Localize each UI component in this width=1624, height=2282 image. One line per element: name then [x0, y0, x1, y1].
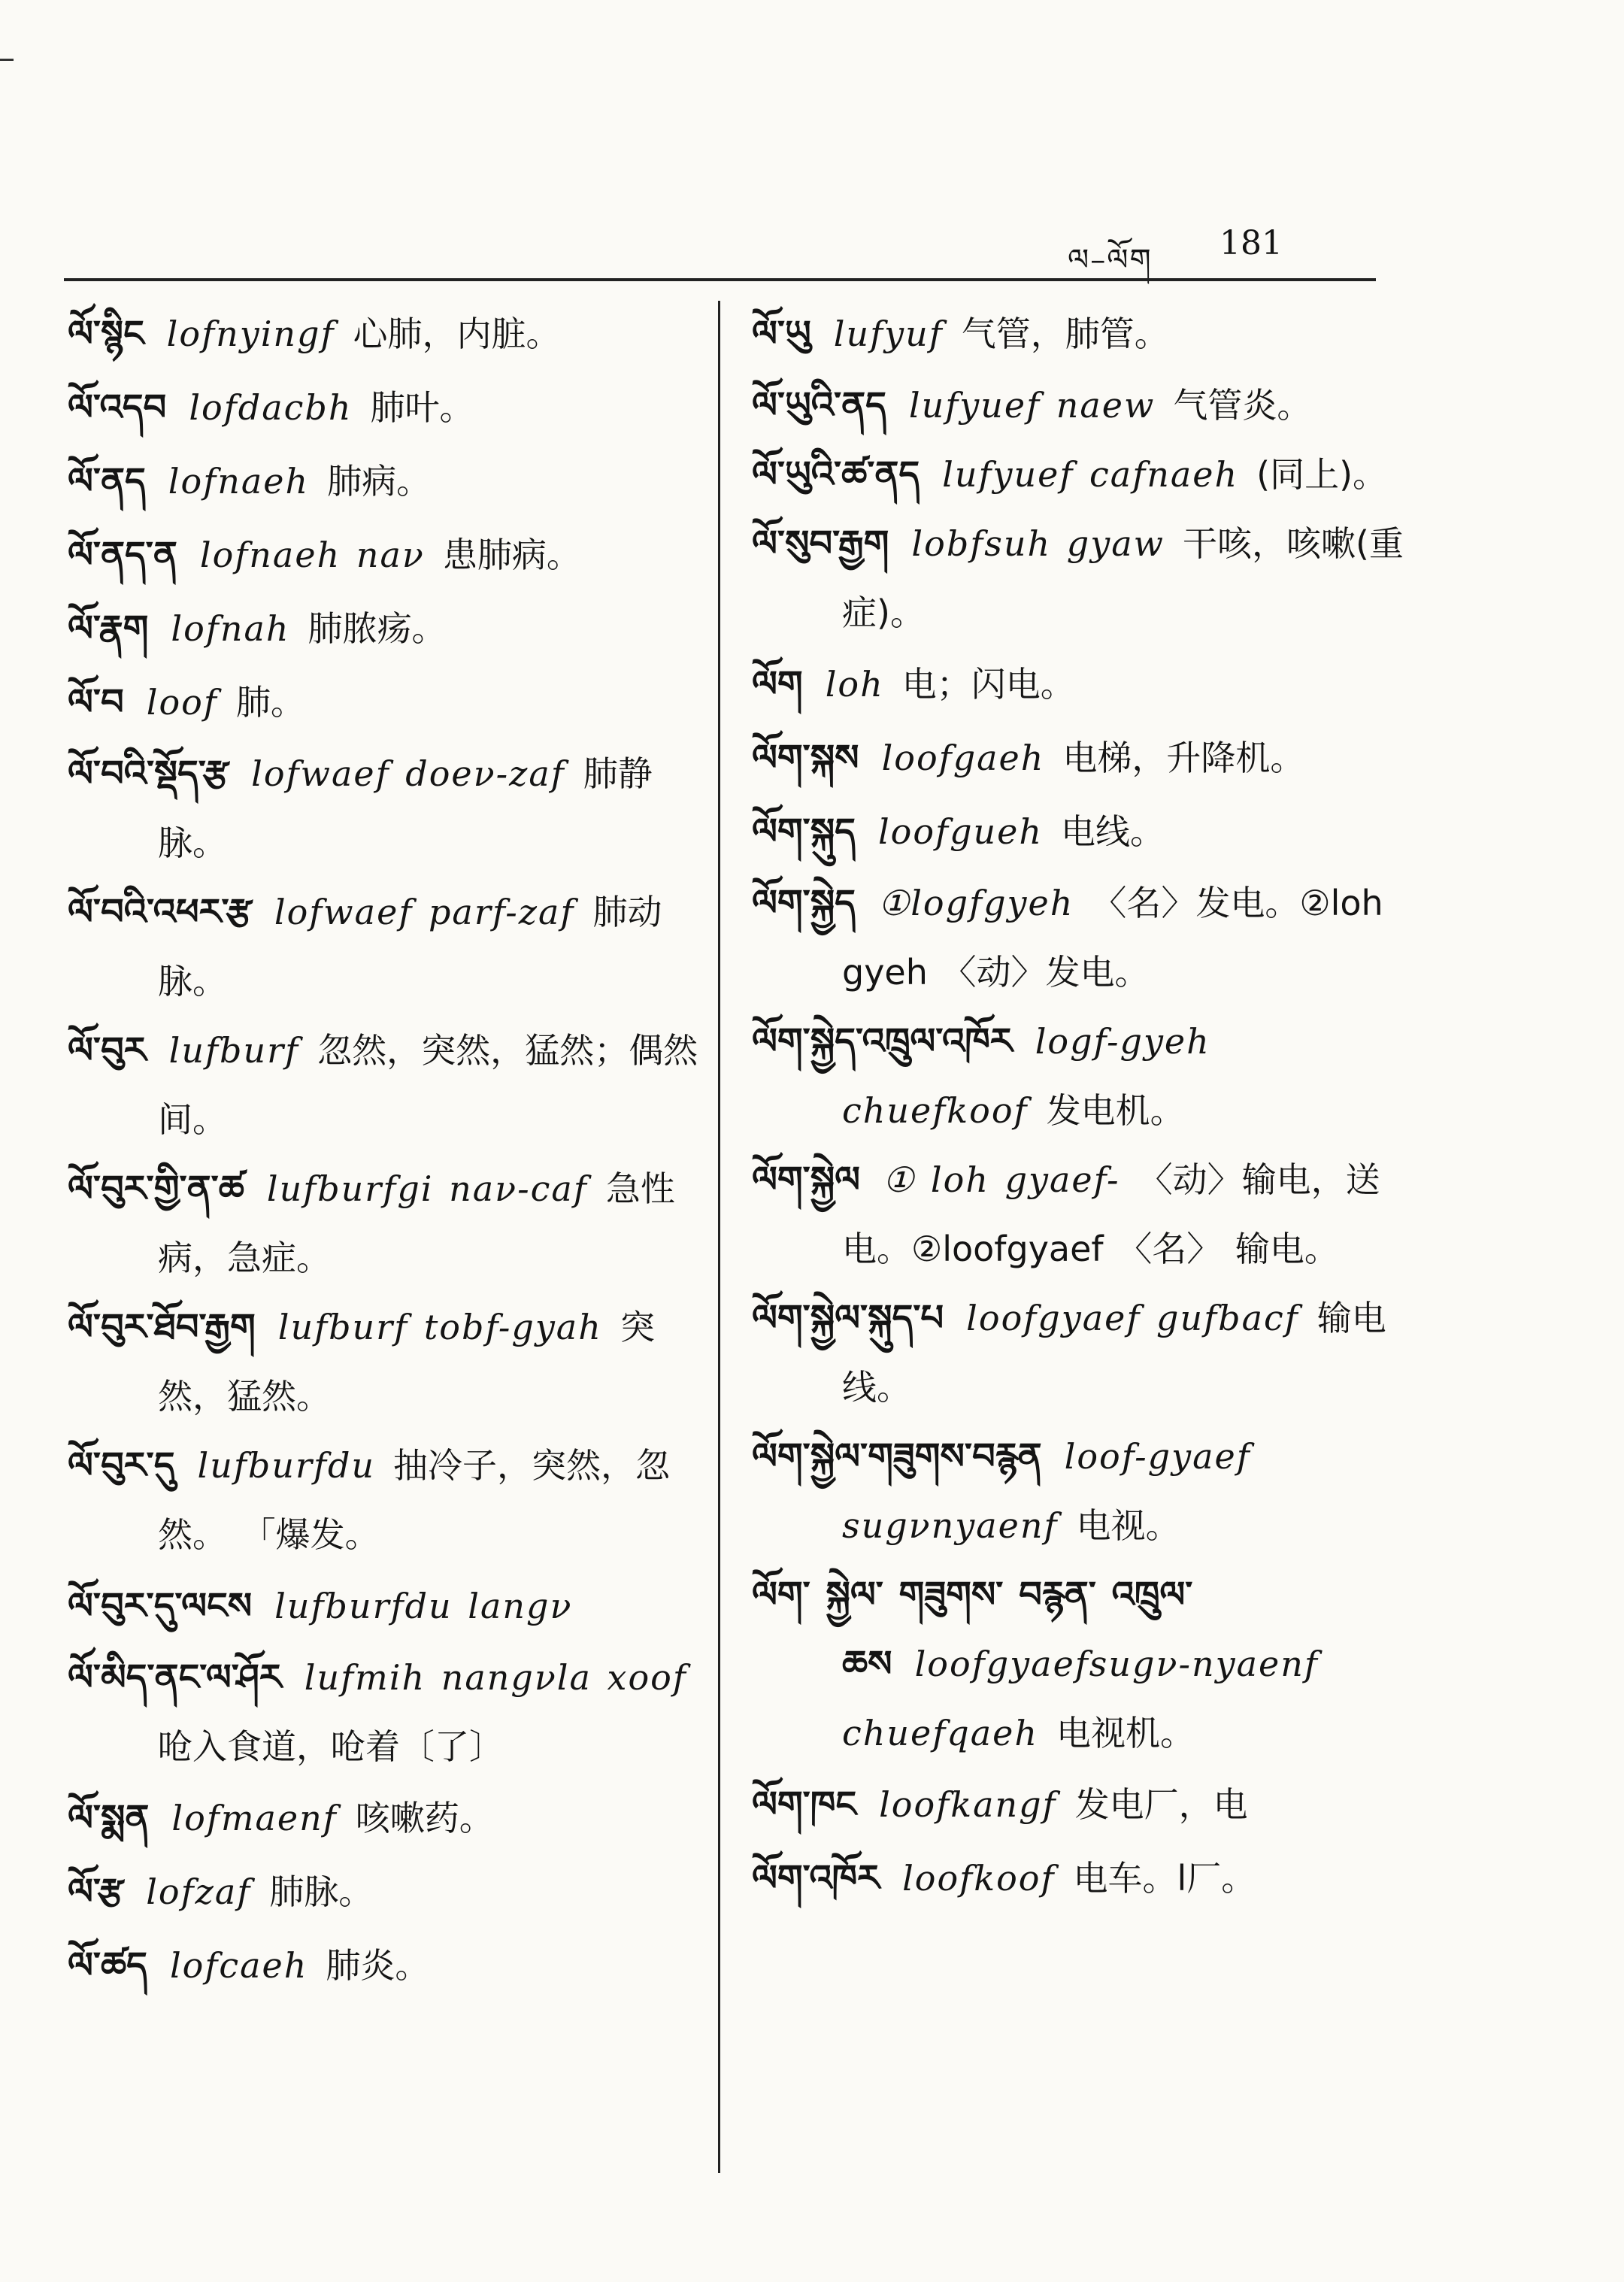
right-column	[752, 297, 1413, 1915]
headword: ལོག་སྐྱེལ་སྐུད་པ	[752, 1297, 944, 1339]
page-number: 181	[1220, 224, 1283, 262]
dictionary-entry	[752, 440, 1413, 509]
dictionary-entry	[752, 647, 1413, 721]
dictionary-entry	[752, 795, 1413, 868]
romanization: loofgyaefsugν-nyaenf chuefqaeh	[842, 1644, 1319, 1753]
gloss: 肺动脉。	[158, 892, 662, 1002]
headword: ལོ་སྙིང	[68, 313, 144, 355]
romanization: logf-gyeh chuefkoof	[842, 1021, 1210, 1131]
headword: ལོ་ནད་ན	[68, 534, 177, 576]
dictionary-entry	[752, 1007, 1413, 1145]
dictionary-entry	[68, 518, 714, 592]
dictionary-entry	[752, 297, 1413, 371]
gloss: 电视。	[1076, 1505, 1180, 1546]
romanization: loofgyaef gufbacf	[966, 1298, 1299, 1338]
gloss: 电；闪电。	[901, 664, 1075, 705]
gloss: 肺病。	[327, 461, 432, 502]
column-divider	[718, 301, 720, 2173]
headword: ལོ་བའི་འཕར་རྩ	[68, 891, 252, 933]
romanization: loofkangf	[879, 1784, 1057, 1825]
headword: ལོ་བ	[68, 681, 124, 723]
romanization: loh	[825, 664, 884, 705]
dictionary-entry	[68, 1154, 714, 1293]
romanization: lofdacbh	[189, 387, 353, 428]
romanization: lofnaeh naν	[199, 535, 425, 575]
headword: ལོག་སྐྱེལ	[752, 1159, 861, 1201]
headword: ལོག་སྐྱེལ་གཟུགས་བརྙན	[752, 1435, 1042, 1477]
romanization: lufyuef naew	[908, 385, 1156, 426]
dictionary-entry	[752, 371, 1413, 440]
gloss: 输电线。	[842, 1298, 1386, 1408]
romanization: lufburf	[168, 1030, 300, 1071]
romanization: lufburf tobf-gyah	[277, 1307, 602, 1347]
gloss: 肺。	[235, 682, 305, 723]
romanization: lufburfgi naν-caf	[266, 1168, 588, 1209]
headword: ལོ་རྩ	[68, 1871, 124, 1913]
headword: ལོག་སྐུད	[752, 811, 856, 853]
headword: ལོ་འདབ	[68, 386, 167, 429]
gloss: 发电机。	[1046, 1090, 1185, 1131]
dictionary-entry	[68, 1293, 714, 1431]
gloss: 急性病，急症。	[158, 1168, 675, 1278]
gloss: 抽冷子，突然，忽然。 「爆发。	[158, 1445, 671, 1555]
romanization: loofgaeh	[881, 738, 1045, 778]
dictionary-entry	[752, 721, 1413, 795]
dictionary-entry	[68, 1855, 714, 1929]
headword: ལོ་ནད	[68, 460, 146, 502]
romanization: lobfsuh gyaw	[911, 523, 1165, 564]
dictionary-entry	[68, 444, 714, 518]
dictionary-entry	[752, 868, 1413, 1007]
headword: ལོག	[752, 663, 803, 705]
romanization: lufyuef cafnaeh	[942, 454, 1239, 495]
headword: ལོག་ སྐྱེལ་ གཟུགས་ བརྙན་ འཁྲུལ་ཆས	[752, 1574, 1193, 1685]
dictionary-entry	[752, 1768, 1413, 1841]
gloss: 肺叶。	[370, 387, 474, 428]
headword: ལོ་སུབ་རྒྱག	[752, 523, 889, 565]
headword: ལོ་སྨན	[68, 1797, 150, 1839]
scan-edge-mark	[0, 59, 14, 61]
left-column	[68, 297, 714, 2002]
dictionary-entry	[68, 877, 714, 1016]
gloss: 干咳，咳嗽(重症)。	[842, 523, 1404, 633]
romanization: lofcaeh	[169, 1945, 308, 1986]
header-rule	[64, 278, 1376, 281]
headword: ལོག་སྐྱེད་འཁྲུལ་འཁོར	[752, 1020, 1013, 1062]
headword: ལོག་འཁོར	[752, 1857, 880, 1899]
gloss: 〈名〉发电。②loh gyeh 〈动〉发电。	[842, 883, 1383, 993]
romanization: lufmih nangνla xoof	[304, 1657, 687, 1698]
gloss: 电视机。	[1056, 1713, 1195, 1753]
gloss: 心肺，内脏。	[353, 314, 561, 354]
gloss: (同上)。	[1256, 454, 1388, 495]
gloss: 肺炎。	[326, 1945, 430, 1986]
gloss: 发电厂，电	[1074, 1784, 1248, 1825]
dictionary-entry	[68, 665, 714, 739]
dictionary-entry	[752, 1560, 1413, 1768]
dictionary-entry	[752, 1145, 1413, 1283]
headword: ལོ་བུར་དུ	[68, 1444, 175, 1486]
romanization: loof	[146, 682, 218, 723]
headword: ལོ་ཡུ	[752, 313, 811, 355]
gloss: 电车。l厂。	[1073, 1858, 1256, 1899]
romanization: lofwaef doeν-zaf	[251, 753, 565, 794]
dictionary-entry	[68, 1431, 714, 1569]
headword: ལོ་བའི་སྡོད་རྩ	[68, 753, 229, 795]
romanization: lofwaef parf-zaf	[274, 892, 575, 932]
romanization: ① loh gyaef-	[883, 1159, 1120, 1200]
romanization: loof-gyaef sugνnyaenf	[842, 1436, 1251, 1546]
gloss: 肺静脉。	[158, 753, 653, 863]
headword: ལོ་བུར་གྱི་ན་ཚ	[68, 1168, 244, 1210]
gloss: 电梯，升降机。	[1062, 738, 1305, 778]
romanization: lofnah	[171, 608, 290, 649]
romanization: loofkoof	[902, 1858, 1056, 1899]
gloss: 忽然，突然，猛然；偶然间。	[158, 1030, 698, 1140]
gloss: 气管，肺管。	[961, 314, 1169, 354]
romanization: lofnyingf	[166, 314, 335, 354]
gloss: 肺脓疡。	[308, 608, 447, 649]
dictionary-entry	[752, 1841, 1413, 1915]
romanization: lufyuf	[833, 314, 944, 354]
dictionary-entry	[68, 1569, 714, 1643]
romanization: loofgueh	[877, 811, 1043, 852]
dictionary-entry	[752, 1422, 1413, 1560]
dictionary-entry	[68, 1781, 714, 1855]
dictionary-entry	[752, 509, 1413, 647]
romanization: lufburfdu	[197, 1445, 376, 1486]
gloss: 患肺病。	[442, 535, 581, 575]
dictionary-entry	[68, 1929, 714, 2002]
headword: ལོ་ཡུའི་ནད	[752, 384, 886, 426]
gloss: 气管炎。	[1173, 385, 1312, 426]
romanization: lofmaenf	[171, 1798, 338, 1838]
romanization: ①logfgyeh	[877, 883, 1074, 923]
romanization: lofnaeh	[168, 461, 310, 502]
dictionary-entry	[752, 1283, 1413, 1422]
gloss: 咳嗽药。	[355, 1798, 494, 1838]
gloss: 突然，猛然。	[158, 1307, 655, 1417]
headword: ལོ་ཡུའི་ཚ་ནད	[752, 453, 920, 495]
dictionary-entry	[68, 297, 714, 371]
headword: ལོ་བུར་ཐོབ་རྒྱག	[68, 1306, 256, 1348]
romanization: lofzaf	[146, 1871, 252, 1912]
gloss: 电线。	[1061, 811, 1165, 852]
headword: ལོག་ཁང	[752, 1783, 857, 1826]
headword: ལོག་སྐས	[752, 737, 859, 779]
headword: ལོ་རྣག	[68, 608, 149, 650]
headword: ལོ་ཚད	[68, 1944, 147, 1987]
dictionary-entry	[68, 1016, 714, 1154]
headword: ལོ་བུར་དུ་ལངས	[68, 1585, 253, 1627]
headword: ལོ་མིད་ནང་ལ་ཤོར	[68, 1656, 282, 1699]
dictionary-entry	[68, 1643, 714, 1781]
gloss: 肺脉。	[269, 1871, 374, 1912]
gloss: 〈动〉输电，送电。②loofgyaef 〈名〉 输电。	[842, 1159, 1380, 1269]
dictionary-entry	[68, 739, 714, 877]
romanization: lufburfdu langν	[274, 1586, 573, 1626]
headword: ལོག་སྐྱེད	[752, 882, 856, 924]
dictionary-entry	[68, 592, 714, 665]
headword: ལོ་བུར	[68, 1029, 147, 1071]
running-head: ལ–ལོག	[1068, 243, 1153, 277]
gloss: 呛入食道，呛着〔了〕	[158, 1726, 504, 1767]
dictionary-entry	[68, 371, 714, 444]
